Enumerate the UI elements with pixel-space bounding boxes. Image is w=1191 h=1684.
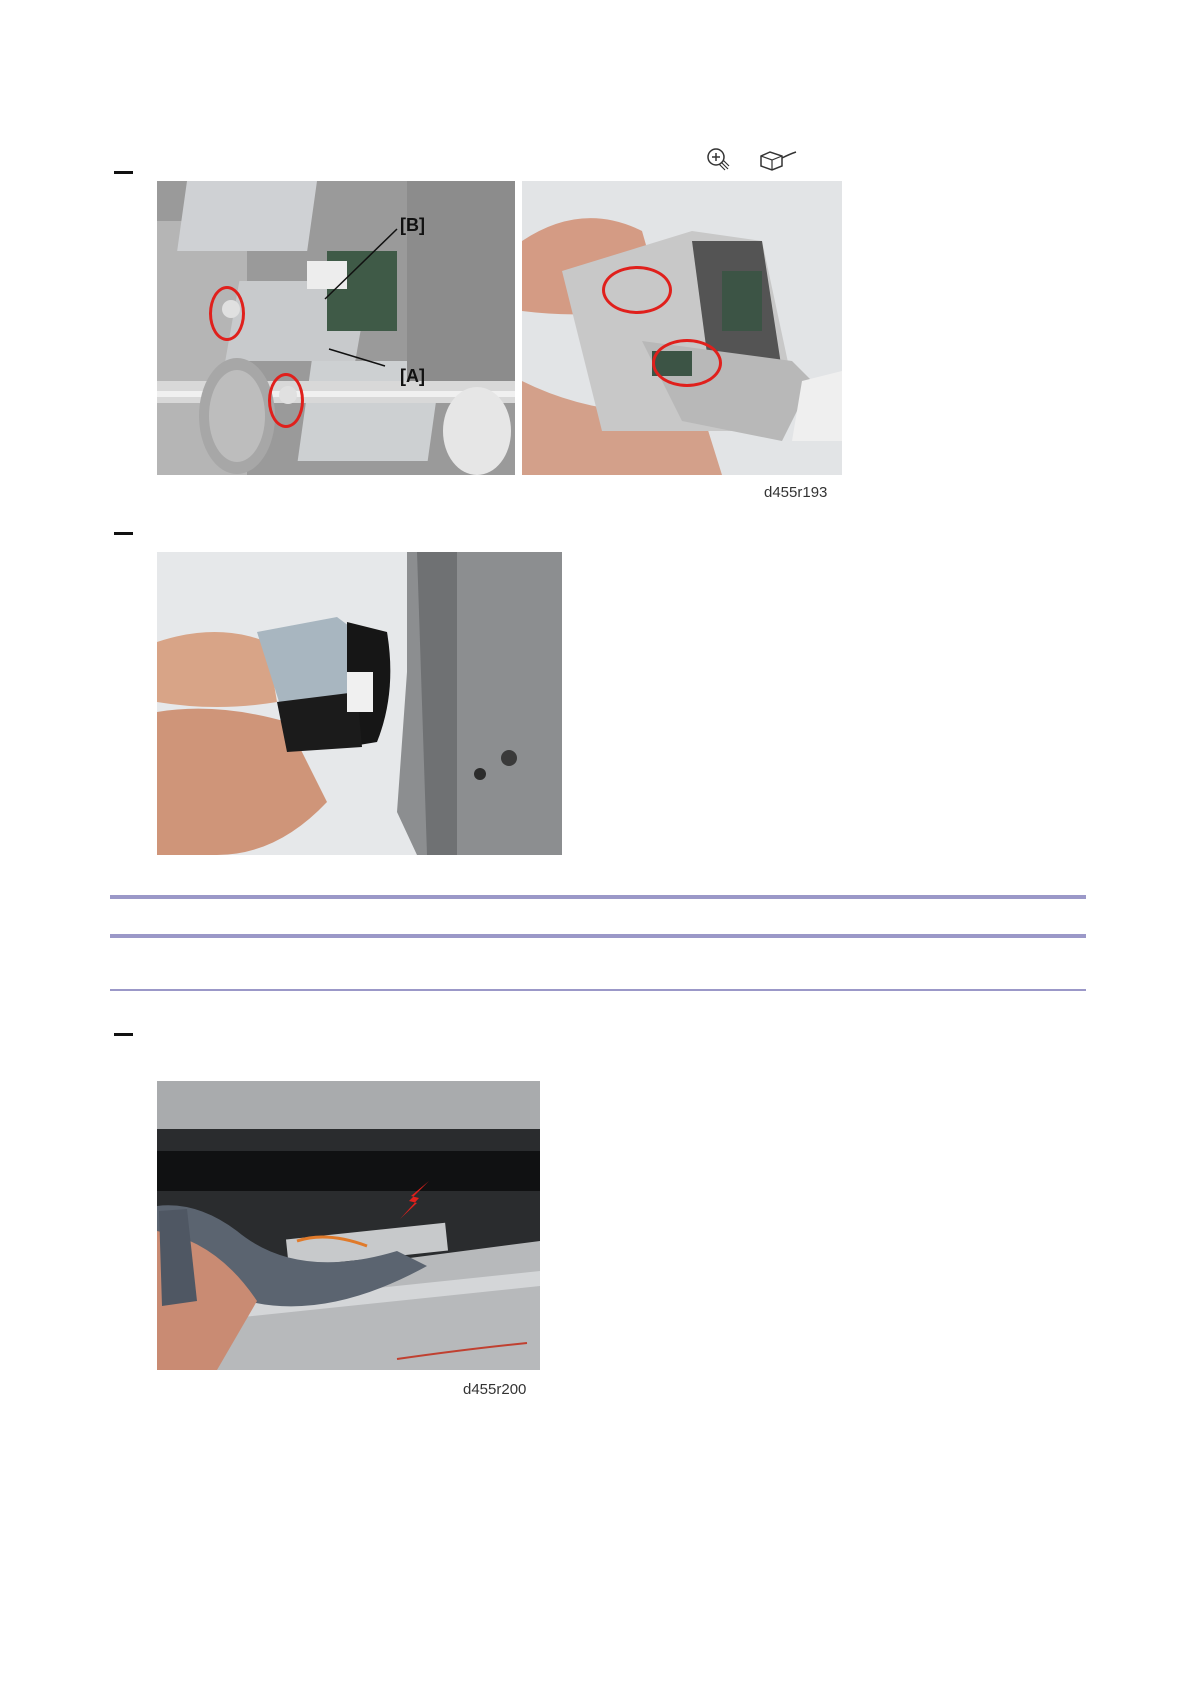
callout-b: [B] xyxy=(400,215,425,235)
photo-sensor-held xyxy=(157,552,562,855)
figure-id-1: d455r193 xyxy=(764,484,828,501)
photo-harness-connector xyxy=(157,1081,540,1370)
photo-sensor-bracket-screws xyxy=(157,181,515,475)
section-rule-bottom xyxy=(110,989,1086,991)
latch-marker-upper xyxy=(602,266,672,314)
section-rule-middle xyxy=(110,934,1086,938)
latch-marker-lower xyxy=(652,339,722,387)
step-1-marker xyxy=(114,171,133,174)
connector-icon xyxy=(758,148,798,172)
step-2-marker xyxy=(114,532,133,535)
figure-id-2: d455r200 xyxy=(463,1381,527,1398)
section-rule-top xyxy=(110,895,1086,899)
photo-sensor-removed xyxy=(522,181,842,475)
screw-icon xyxy=(705,146,731,172)
callout-a: [A] xyxy=(400,366,425,386)
step-3-marker xyxy=(114,1033,133,1036)
